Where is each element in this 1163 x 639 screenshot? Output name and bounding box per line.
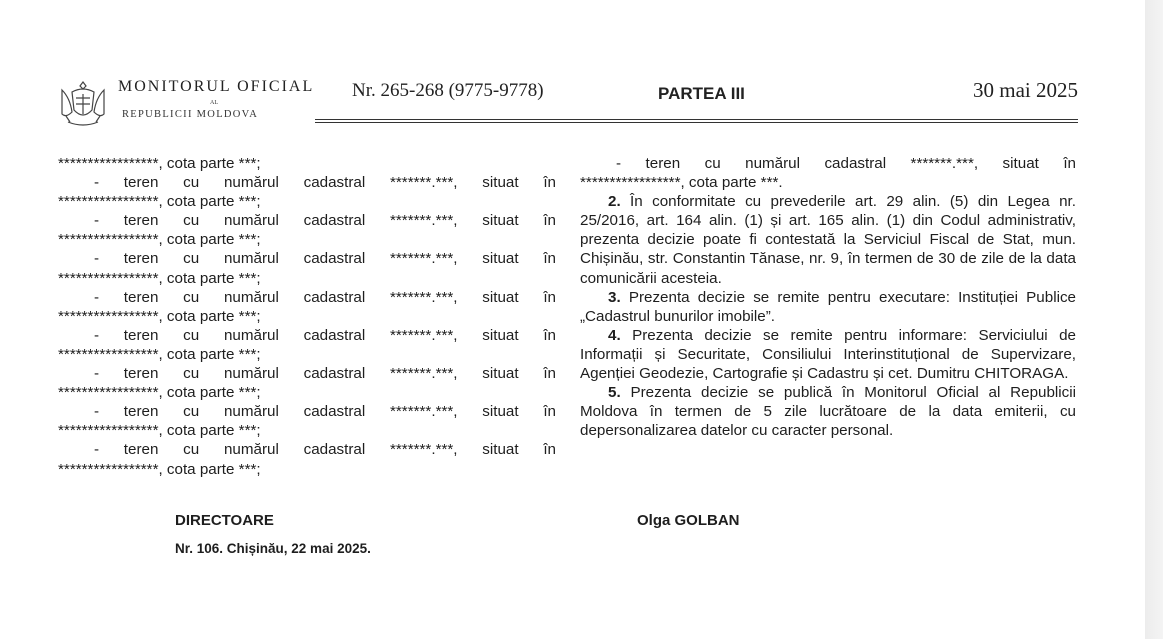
header-rule [315, 122, 1078, 123]
signatory-title: DIRECTOARE [175, 512, 274, 529]
header-rule [315, 119, 1078, 120]
list-item: - teren cu numărul cadastral *******.***, situat în [94, 174, 556, 192]
page-edge-shadow [1145, 0, 1163, 639]
list-item-tail: *****************, cota parte ***; [58, 384, 261, 402]
list-item: - teren cu numărul cadastral *******.***, situat în [616, 155, 1076, 172]
list-item-tail: *****************, cota parte ***; [58, 460, 261, 478]
list-item: - teren cu numărul cadastral *******.***, situat în [94, 250, 556, 268]
list-item-tail: *****************, cota parte ***. [580, 174, 783, 192]
list-item-tail: *****************, cota parte ***; [58, 307, 261, 325]
list-item: - teren cu numărul cadastral *******.***, situat în [94, 365, 556, 383]
list-item: - teren cu numărul cadastral *******.***, situat în [94, 403, 556, 421]
paragraph-3 [580, 288, 1076, 326]
list-item: - teren cu numărul cadastral *******.***, situat în [94, 441, 556, 459]
masthead-subtitle: REPUBLICII MOLDOVA [122, 109, 259, 120]
list-item-tail: *****************, cota parte ***; [58, 422, 261, 440]
list-item-tail: *****************, cota parte ***; [58, 231, 261, 249]
paragraph-text: Prezenta decizie se remite pentru informare: Serviciului de Informații și Securitate, Consiliului Interinstituțional de Supervizare, Agenției Geodezie, Cartografie și Cadastru și cet. Dumitru CHITORAGA. [580, 326, 1076, 383]
paragraph-4 [580, 326, 1076, 383]
paragraph-text: Prezenta decizie se publică în Monitorul Oficial al Republicii Moldova în termen de 5 zile lucrătoare de la data emiterii, cu depersonalizarea datelor cu caracter personal. [580, 384, 1076, 440]
masthead-title: MONITORUL OFICIAL [118, 78, 315, 95]
list-item: - teren cu numărul cadastral *******.***, situat în [94, 212, 556, 230]
decision-reference: Nr. 106. Chișinău, 22 mai 2025. [175, 541, 371, 556]
list-item: - teren cu numărul cadastral *******.***, situat în [94, 326, 556, 344]
list-item-tail: *****************, cota parte ***; [58, 155, 261, 172]
paragraph-number: 2. [608, 193, 621, 211]
list-item: - teren cu numărul cadastral *******.***, situat în [94, 288, 556, 306]
moldova-coat-of-arms-icon [58, 78, 108, 130]
issue-number: Nr. 265-268 (9775-9778) [352, 80, 544, 101]
list-item-tail: *****************, cota parte ***; [58, 345, 261, 363]
paragraph-text: În conformitate cu prevederile art. 29 alin. (5) din Legea nr. 25/2016, art. 164 alin. (1) și art. 165 alin. (1) din Codul administrativ, prezenta decizie poate fi contestată la Serviciul Fiscal de Stat, mun. Chișinău, str. Constantin Tănase, nr. 9, în termen de 30 de zile de la data comunicării acesteia. [580, 193, 1076, 287]
paragraph-5 [580, 383, 1076, 440]
left-column [58, 154, 556, 479]
page-header [58, 70, 1078, 130]
paragraph-number: 4. [608, 326, 621, 344]
part-label: PARTEA III [658, 84, 745, 103]
signatory-name: Olga GOLBAN [637, 512, 740, 529]
paragraph-number: 5. [608, 384, 621, 402]
issue-date: 30 mai 2025 [973, 78, 1078, 102]
list-item-tail: *****************, cota parte ***; [58, 269, 261, 287]
paragraph-number: 3. [608, 288, 621, 306]
masthead-al: AL [210, 100, 218, 106]
paragraph-2 [580, 192, 1076, 287]
paragraph-text: Prezenta decizie se remite pentru executare: Instituției Publice „Cadastrul bunurilor imobile”. [580, 288, 1076, 325]
right-column [580, 154, 1076, 440]
list-item-tail: *****************, cota parte ***; [58, 193, 261, 211]
